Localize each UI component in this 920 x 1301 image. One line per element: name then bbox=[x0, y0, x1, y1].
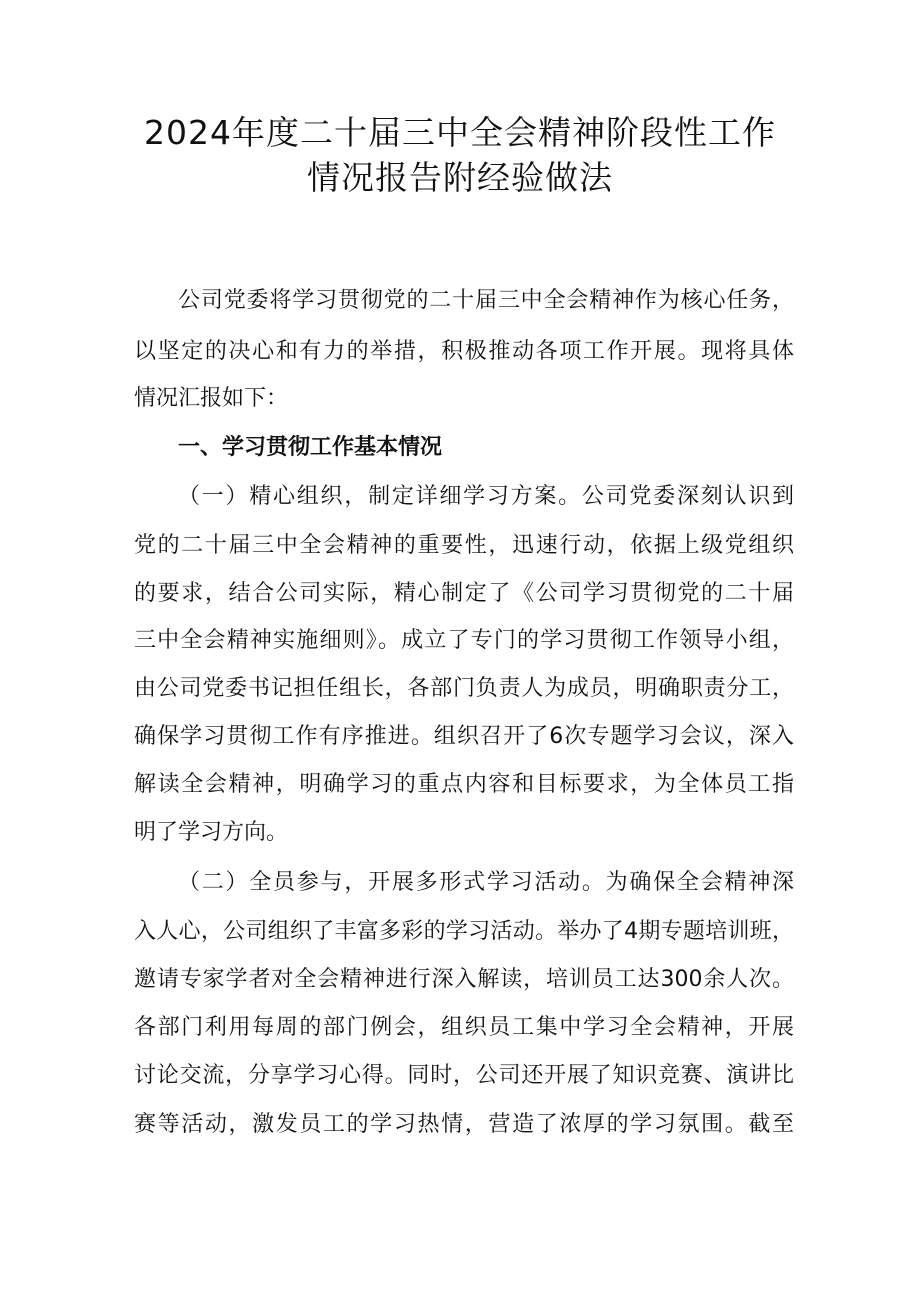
intro-line-3: 情况汇报如下： bbox=[134, 386, 289, 411]
para1-line-1: （一）精心组织，制定详细学习方案。公司党委深刻认识到 bbox=[178, 484, 794, 509]
para1-line-3: 的要求，结合公司实际，精心制定了《公司学习贯彻党的二十届 bbox=[134, 581, 794, 606]
intro-line-2: 以坚定的决心和有力的举措，积极推动各项工作开展。现将具体 bbox=[134, 339, 794, 364]
document-title-line-2: 情况报告附经验做法 bbox=[307, 158, 613, 197]
para1-line-6: 确保学习贯彻工作有序推进。组织召开了6次专题学习会议，深入 bbox=[134, 724, 794, 749]
intro-line-1: 公司党委将学习贯彻党的二十届三中全会精神作为核心任务， bbox=[178, 288, 794, 313]
document-title-line-1: 2024年度二十届三中全会精神阶段性工作 bbox=[144, 113, 776, 152]
para1-line-5: 由公司党委书记担任组长，各部门负责人为成员，明确职责分工， bbox=[134, 676, 794, 701]
para2-line-2: 入人心，公司组织了丰富多彩的学习活动。举办了4期专题培训班， bbox=[134, 919, 794, 944]
para2-line-6: 赛等活动，激发员工的学习热情，营造了浓厚的学习氛围。截至 bbox=[134, 1112, 794, 1137]
para2-line-4: 各部门利用每周的部门例会，组织员工集中学习全会精神，开展 bbox=[134, 1015, 794, 1040]
para1-line-8: 明了学习方向。 bbox=[134, 820, 289, 845]
para1-line-2: 党的二十届三中全会精神的重要性，迅速行动，依据上级党组织 bbox=[134, 533, 794, 558]
para2-line-1: （二）全员参与，开展多形式学习活动。为确保全会精神深 bbox=[178, 870, 794, 895]
para2-line-3: 邀请专家学者对全会精神进行深入解读，培训员工达300余人次。 bbox=[134, 967, 794, 992]
para1-line-4: 三中全会精神实施细则》。成立了专门的学习贯彻工作领导小组， bbox=[134, 628, 794, 653]
para1-line-7: 解读全会精神，明确学习的重点内容和目标要求，为全体员工指 bbox=[134, 772, 794, 797]
section-1-heading: 一、学习贯彻工作基本情况 bbox=[178, 435, 443, 460]
para2-line-5: 讨论交流，分享学习心得。同时，公司还开展了知识竞赛、演讲比 bbox=[134, 1063, 794, 1088]
